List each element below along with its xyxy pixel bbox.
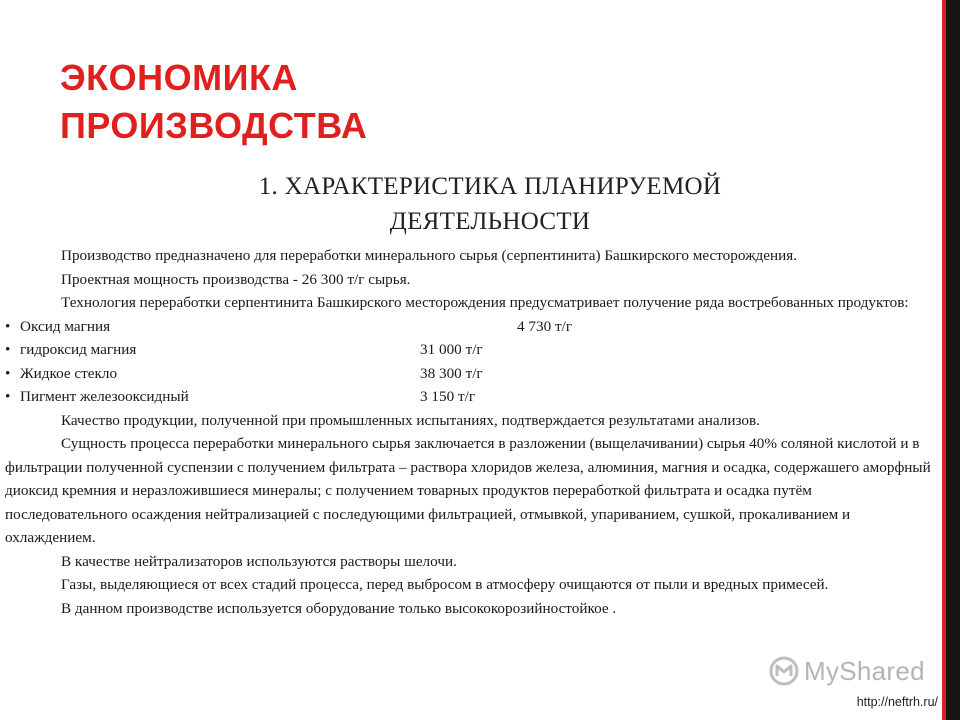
bullet: • xyxy=(5,317,11,335)
product-name: Оксид магния xyxy=(20,317,111,335)
product-name: Жидкое стекло xyxy=(20,364,118,382)
myshared-logo-icon xyxy=(768,656,800,686)
slide-body xyxy=(5,244,935,620)
paragraph-quality: Качество продукции, полученной при промышленных испытаниях, подтверждается результатами анализов. xyxy=(61,411,760,429)
paragraph-technology: Технология переработки серпентинита Башкирского месторождения предусматривает получение ряда востребованных продуктов: xyxy=(61,294,909,311)
side-accent-bar xyxy=(942,0,960,720)
bullet: • xyxy=(5,364,11,382)
section-heading-line: ДЕЯТЕЛЬНОСТИ xyxy=(389,208,591,235)
product-amount: 3 150 т/г xyxy=(420,388,476,405)
paragraph-process: Сущность процесса переработки минерального сырья заключается в разложении (выщелачивании) сырья 40% соляной кислотой и в фильтрации полученной суспензии с получением фильтрата – раствора хлоридов железа, алюминия, магния и осадка, содержашего аморфный диоксид кремния и неразложившиеся минералы; с получением товарных продуктов переработкой фильтрата и осадка путём последовательного осаждения нейтрализацией с последующими фильтрацией, отмывкой, упариванием, сушкой, прокаливанием и охлаждением. xyxy=(5,435,931,546)
paragraph-neutralizers: В качестве нейтрализаторов используются растворы шелочи. xyxy=(61,552,457,570)
product-item xyxy=(5,362,935,386)
product-item xyxy=(5,338,935,362)
product-item xyxy=(5,385,935,409)
slide-title-line: ЭКОНОМИКА xyxy=(60,57,298,98)
product-amount: 38 300 т/г xyxy=(420,364,483,382)
product-amount: 31 000 т/г xyxy=(420,341,483,358)
paragraph-gases: Газы, выделяющиеся от всех стадий процесса, перед выбросом в атмосферу очищаются от пыли и вредных примесей. xyxy=(61,576,829,593)
slide-title xyxy=(60,54,367,150)
paragraph-purpose: Производство предназначено для переработки минерального сырья (серпентинита) Башкирского месторождения. xyxy=(61,247,798,264)
watermark-text: MyShared xyxy=(804,655,925,686)
side-accent-stripe xyxy=(942,0,946,720)
bullet: • xyxy=(5,388,11,405)
bullet: • xyxy=(5,341,11,358)
product-name: гидроксид магния xyxy=(20,341,137,358)
product-list xyxy=(5,315,935,409)
product-amount: 4 730 т/г xyxy=(517,317,573,335)
source-url: http://neftrh.ru/ xyxy=(856,695,938,709)
slide-title-line: ПРОИЗВОДСТВА xyxy=(60,105,368,146)
paragraph-equipment: В данном производстве используется оборудование только высококорозийностойкое . xyxy=(61,599,617,617)
section-heading-line: 1. ХАРАКТЕРИСТИКА ПЛАНИРУЕМОЙ xyxy=(258,173,722,200)
section-heading xyxy=(90,169,890,239)
product-item xyxy=(5,315,935,339)
myshared-watermark xyxy=(768,651,928,691)
paragraph-capacity: Проектная мощность производства - 26 300 т/г сырья. xyxy=(61,270,411,288)
product-name: Пигмент железооксидный xyxy=(20,388,189,405)
